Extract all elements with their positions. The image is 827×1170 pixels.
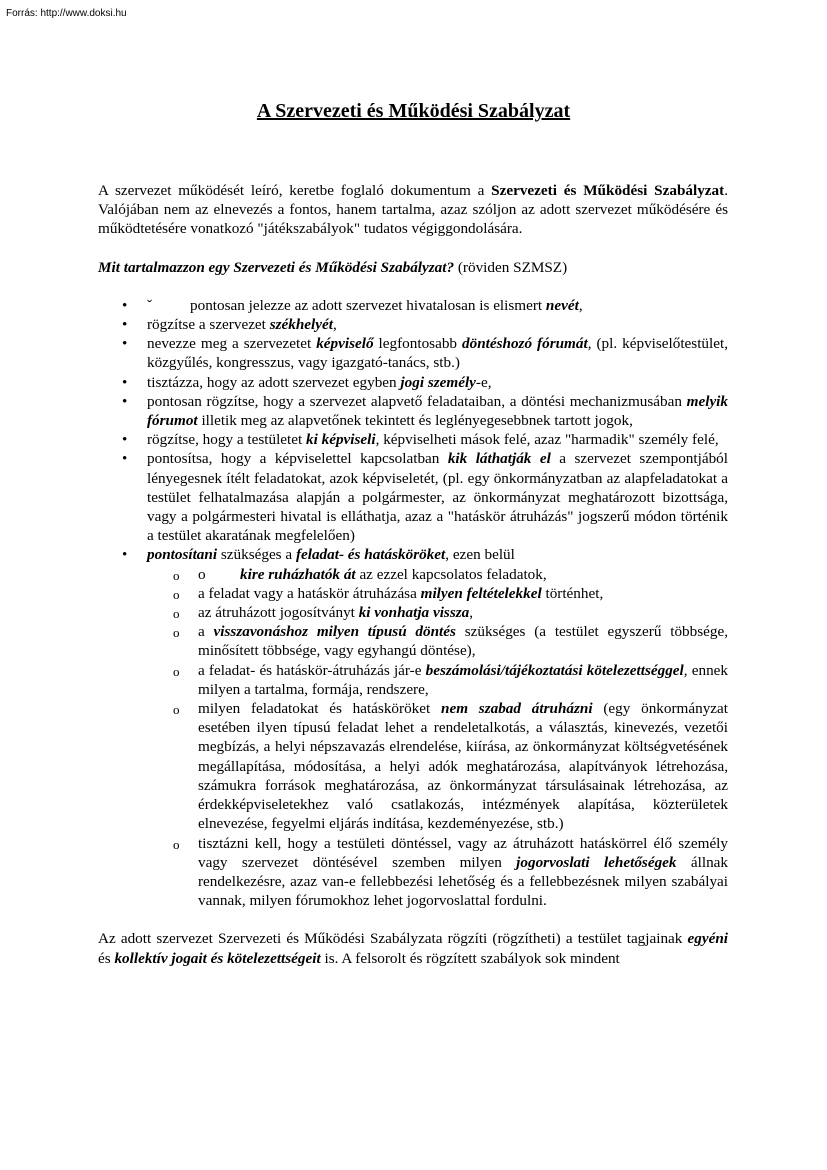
list-item [147,449,728,545]
closing-text: és [98,949,115,967]
question-abbrev: (röviden SZMSZ) [454,258,568,276]
question-text: Mit tartalmazzon egy Szervezeti és Működési Szabályzat? [98,258,455,276]
closing-emphasis: egyéni [687,930,728,948]
item-text: tisztázni kell, hogy a testületi döntéssel, vagy az átruházott hatáskörrel élő személy vagy szervezet döntésével szemben milyen [198,834,728,871]
closing-emphasis: kollektív jogait és kötelezettségeit [114,949,321,967]
item-emphasis: jogorvoslati lehetőségek [516,853,677,871]
item-text: , ezen belül [445,546,515,564]
item-text: szükséges (a testület egyszerű többsége, minősített többsége, vagy egyhangú döntése), [198,623,729,660]
item-emphasis: nevét [545,296,579,314]
item-text: rögzítse a szervezet [147,316,270,334]
item-text: a [198,623,214,641]
item-text: a szervezet szempontjából lényegesnek ítélt feladatokat, azok képviseletét, (pl. egy önkormányzatban az alapfeladatokat a testület felhatalmazása alapján a polgármester, az önkormányzat meghatározott bizottsága, vagy a polgármesteri hivatal is elláthatja, azaz a "hatáskör átruházás" jogszerű módon történik a testület akaratának megfelelően) [147,450,728,545]
item-text: , (pl. képviselőtestület, közgyűlés, kongresszus, vagy igazgató-tanács, stb.) [147,335,729,372]
sub-list-item [198,661,728,699]
closing-text: Az adott szervezet Szervezeti és Működési Szabályzata rögzíti (rögzítheti) a testület tagjainak [98,930,688,948]
item-emphasis: jogi személy [400,373,476,391]
item-emphasis: feladat- és hatásköröket [295,546,446,564]
closing-text: is. A felsorolt és rögzített szabályok sok mindent [320,949,620,967]
intro-paragraph [98,181,728,239]
question-heading [98,258,728,277]
item-emphasis: kik láthatják el [447,450,551,468]
intro-text-rest: . Valójában nem az elnevezés a fontos, hanem tartalma, azaz szóljon az adott szervezet működésére és működtetésére vonatkozó "játékszabályok" tudatos végiggondolására. [98,182,728,238]
sub-list-item [198,622,728,660]
bullet-list [98,296,728,911]
item-emphasis: milyen feltételekkel [420,584,542,602]
item-text: rögzítse, hogy a testületet [147,431,307,449]
item-text: illetik meg az alapvetőnek tekintett és leglényegesebbnek tartott jogok, [197,412,633,430]
list-item [147,315,728,334]
item-text: történhet, [541,584,604,602]
sub-list-item [198,603,728,622]
page-title: A Szervezeti és Működési Szabályzat [256,100,571,122]
stray-mark: o [198,565,206,583]
item-emphasis: kire ruházhatók át [240,565,356,583]
list-item [147,334,728,372]
item-text: , [469,604,474,622]
item-text: tisztázza, hogy az adott szervezet egyben [147,373,401,391]
item-text: nevezze meg a szervezetet [147,335,317,353]
item-emphasis: ki képviseli [306,431,376,449]
item-text: szükséges a [217,546,296,564]
document-body [98,181,728,968]
item-text: pontosítsa, hogy a képviselettel kapcsolatban [147,450,448,468]
list-item [147,296,728,315]
item-emphasis: pontosítani [147,546,218,564]
list-item [147,430,728,449]
item-text: -e, [475,373,492,391]
item-text: , [332,316,337,334]
item-emphasis: visszavonáshoz milyen típusú döntés [213,623,456,641]
item-text: , képviselheti mások felé, azaz "harmadik" személy felé, [375,431,719,449]
item-emphasis: képviselő [316,335,374,353]
closing-paragraph [98,929,728,967]
sub-list [147,565,728,911]
item-emphasis: ki vonhatja vissza [358,604,470,622]
list-item [147,545,728,910]
item-emphasis: beszámolási/tájékoztatási kötelezettséggel [425,661,684,679]
item-emphasis: melyik fórumot [147,392,728,430]
item-emphasis: döntéshozó fórumát [462,335,588,353]
item-text: az ezzel kapcsolatos feladatok, [355,565,547,583]
item-text: a feladat vagy a hatáskör átruházása [198,584,421,602]
item-text: , ennek milyen a tartalma, formája, rendszere, [198,661,729,698]
item-emphasis: székhelyét [269,316,333,334]
intro-text: A szervezet működését leíró, keretbe foglaló dokumentum a [98,182,492,199]
item-text: állnak rendelkezésre, azaz van-e fellebbezési lehetőség és a fellebbezésnek milyen szabályai vannak, milyen fórumokhoz lehet jogorvoslattal fordulni. [198,853,729,910]
item-text: pontosan rögzítse, hogy a szervezet alapvető feladataiban, a döntési mechanizmusában [147,392,687,410]
stray-mark: ˇ [147,296,153,314]
item-text: az átruházott jogosítványt [198,604,359,622]
intro-bold-term: Szervezeti és Működési Szabályzat [491,182,725,199]
sub-list-item [198,699,728,833]
list-item [147,373,728,392]
item-text: milyen feladatokat és hatásköröket [198,700,442,718]
item-text: pontosan jelezze az adott szervezet hivatalosan is elismert [190,296,546,314]
sub-list-item [198,834,728,911]
item-emphasis: nem szabad átruházni [441,700,593,718]
source-header: Forrás: http://www.doksi.hu [6,8,127,19]
sub-list-item [198,565,728,584]
item-text: (egy önkormányzat esetében ilyen típusú feladat lehet a rendeletalkotás, a választás, kinevezés, vezetői megbízás, a helyi népszavazás elrendelése, kiírása, az önkormányzat költségvetésének megállapítása, módosítása, a helyi adók meghatározása, alapítványok létrehozása, számukra források meghatározása, az önkormányzat társulásainak létrehozása, az érdekképviseletekhez való csatlakozás, intézmények alapítása, közterületek elnevezése, fegyelmi eljárás indítása, kezdeményezése, stb.) [198,700,728,833]
item-text: , [578,296,583,314]
item-text: a feladat- és hatáskör-átruházás jár-e [198,661,426,679]
item-text: legfontosabb [373,335,462,353]
list-item [147,392,728,430]
sub-list-item [198,584,728,603]
